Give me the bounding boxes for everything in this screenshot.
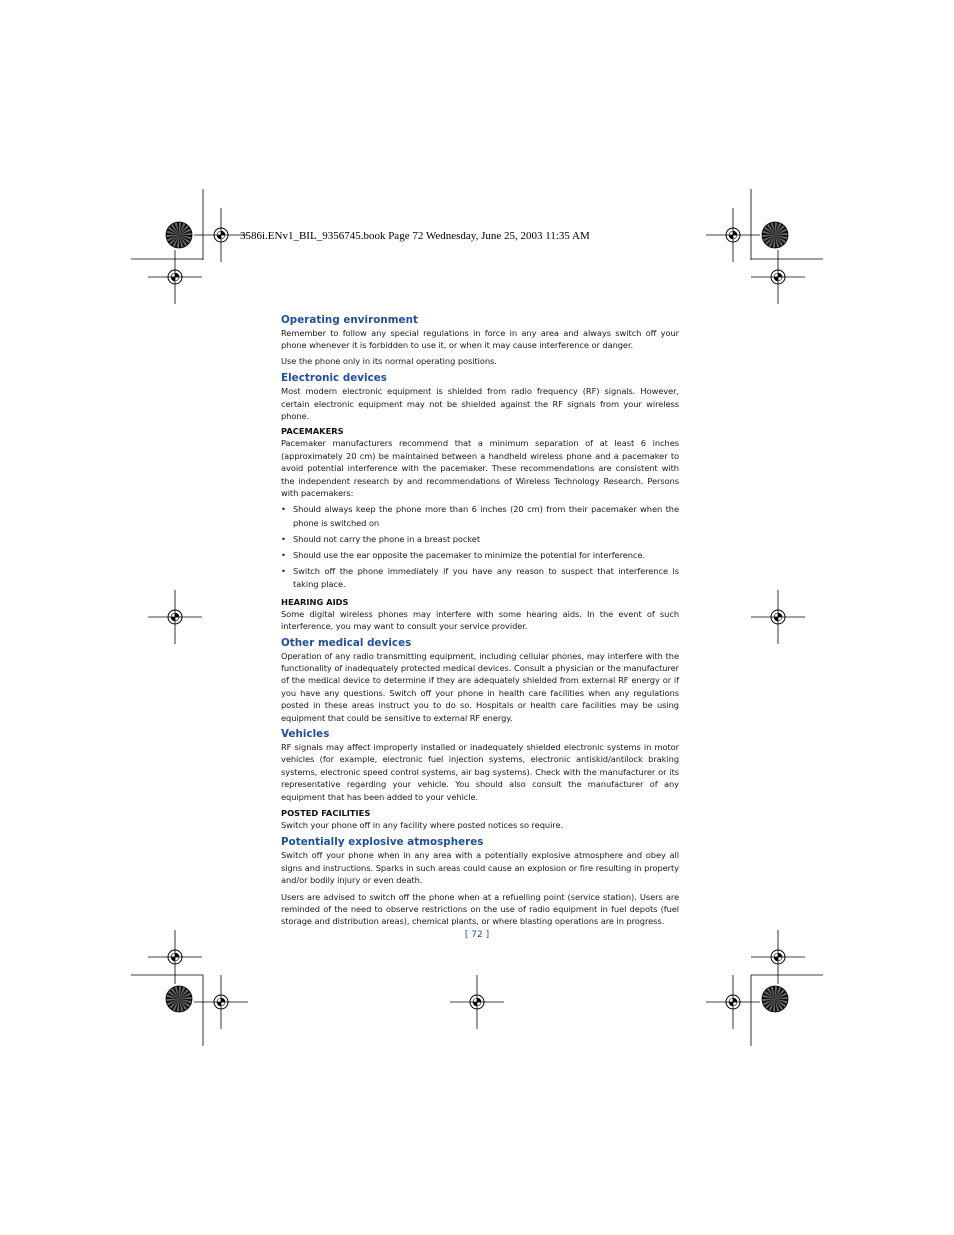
bullet-icon: • [281,550,286,561]
pacemaker-bullet-list [281,503,679,591]
crosshair-icon [706,208,760,262]
starburst-target-icon [166,222,192,248]
bullet-icon: • [281,566,286,577]
bullet-icon: • [281,504,286,515]
heading-other-medical-devices: Other medical devices [281,636,412,649]
subheading-pacemakers: PACEMAKERS [281,426,344,437]
list-item: • Should use the ear opposite the pacemaker to minimize the potential for interference. [281,549,679,562]
print-slug-header: 3586i.ENv1_BIL_9356745.book Page 72 Wednesday, June 25, 2003 11:35 AM [240,230,590,242]
paragraph: Operation of any radio transmitting equipment, including cellular phones, may interfere with the functionality of inadequately protected medical devices. Consult a physician or the manufacturer of the medical device to determine if they are adequately shielded from external RF energy or if you have any questions. Switch off your phone in health care facilities when any regulations posted in these areas instruct you to do so. Hospitals or health care facilities may be using equipment that could be sensitive to external RF energy. [281,650,679,723]
heading-electronic-devices: Electronic devices [281,372,387,385]
starburst-target-icon [166,986,192,1012]
heading-operating-environment: Operating environment [281,314,418,326]
paragraph: Most modern electronic equipment is shielded from radio frequency (RF) signals. However, certain electronic equipment may not be shielded against the RF signals from your wireless phone. [281,386,679,422]
paragraph: RF signals may affect improperly installed or inadequately shielded electronic systems in motor vehicles (for example, electronic fuel injection systems, electronic antiskid/antilock braking systems, electronic speed control systems, air bag systems). Check with the manufacturer or its representative regarding your vehicle. You should also consult the manufacturer of any equipment that has been added to your vehicle. [281,741,679,802]
subheading-hearing-aids: HEARING AIDS [281,596,349,607]
page-content [281,314,679,928]
subheading-posted-facilities: POSTED FACILITIES [281,807,371,818]
list-item: • Switch off the phone immediately if you have any reason to suspect that interference is taking place. [281,566,679,590]
paragraph: Switch your phone off in any facility where posted notices so require. [281,819,564,830]
starburst-target-icon [762,986,788,1012]
paragraph: Pacemaker manufacturers recommend that a minimum separation of at least 6 inches (approximately 20 cm) be maintained between a handheld wireless phone and a pacemaker to avoid potential interference with the pacemaker. These recommendations are consistent with the independent research by and recommendations of Wireless Technology Research. Persons with pacemakers: [281,438,679,499]
page-number: [ 72 ] [464,930,490,940]
crosshair-icon [148,250,202,304]
paragraph: Some digital wireless phones may interfere with some hearing aids. In the event of such interference, you may want to consult your service provider. [281,608,679,632]
paragraph: Remember to follow any special regulations in force in any area and always switch off your phone whenever it is forbidden to use it, or when it may cause interference or danger. [281,328,679,351]
heading-vehicles: Vehicles [281,727,330,740]
paragraph: Users are advised to switch off the phone when at a refuelling point (service station). Users are reminded of the need to observe restrictions on the use of radio equipment in fuel depots (fuel storage and distribution areas), chemical plants, or where blasting operations are in progress. [281,891,679,927]
paragraph: Switch off your phone when in any area with a potentially explosive atmosphere and obey all signs and instructions. Sparks in such areas could cause an explosion or fire resulting in property and/or bodily injury or even death. [281,850,679,886]
heading-potentially-explosive-atmospheres: Potentially explosive atmospheres [281,836,484,849]
list-item: • Should not carry the phone in a breast pocket [281,533,679,546]
crosshair-icon [148,590,202,644]
bullet-icon: • [281,533,286,544]
list-item: • Should always keep the phone more than 6 inches (20 cm) from their pacemaker when the phone is switched on [281,504,679,528]
crosshair-icon [706,975,760,1029]
crosshair-icon [751,590,805,644]
starburst-target-icon [762,222,788,248]
crosshair-icon [450,975,504,1029]
crosshair-icon [751,250,805,304]
crosshair-icon [194,975,248,1029]
paragraph: Use the phone only in its normal operating positions. [281,355,497,366]
